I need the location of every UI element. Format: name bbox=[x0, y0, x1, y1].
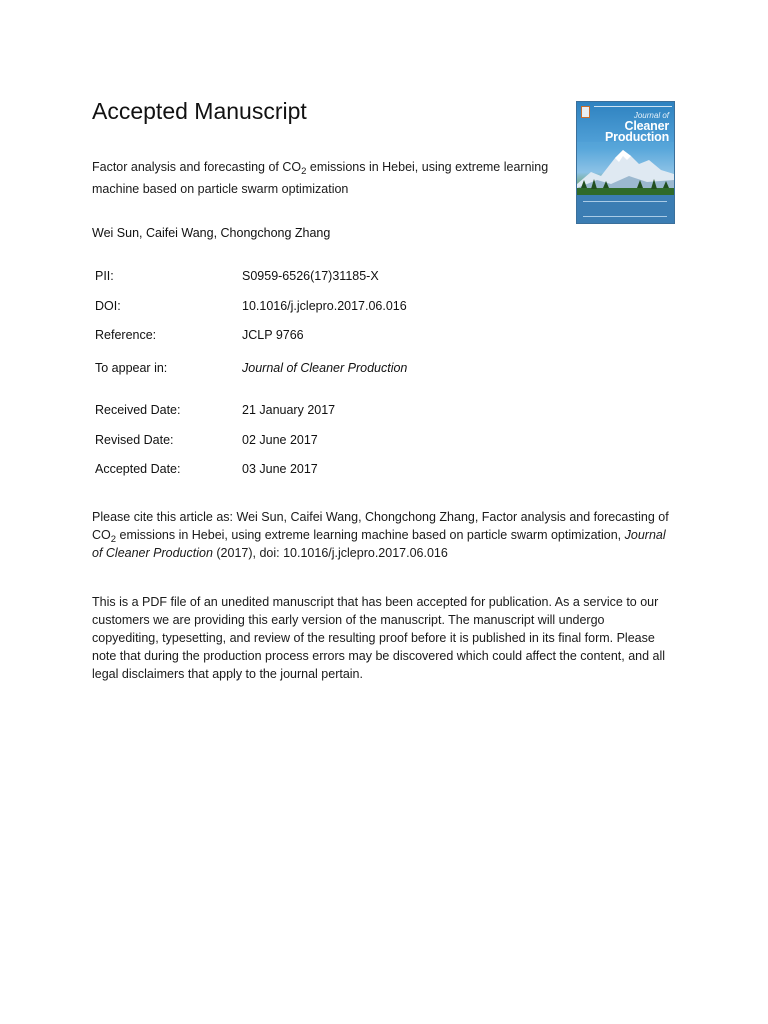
cover-title-line2: Production bbox=[605, 130, 669, 144]
meta-label-accepted: Accepted Date: bbox=[95, 462, 181, 476]
meta-row-revised bbox=[95, 431, 535, 449]
citation-journal: Journal of Cleaner Production bbox=[92, 528, 666, 560]
mountain-landscape-icon bbox=[577, 146, 674, 196]
meta-label-appear-in: To appear in: bbox=[95, 361, 168, 375]
journal-cover-image bbox=[576, 101, 675, 224]
meta-row-accepted bbox=[95, 460, 535, 478]
meta-row-reference bbox=[95, 326, 535, 344]
meta-value-received: 21 January 2017 bbox=[242, 403, 336, 417]
meta-row-appear-in bbox=[95, 359, 535, 377]
meta-value-pii: S0959-6526(17)31185-X bbox=[242, 269, 379, 283]
citation-paragraph bbox=[92, 508, 672, 562]
meta-value-accepted: 03 June 2017 bbox=[242, 462, 318, 476]
meta-label-revised: Revised Date: bbox=[95, 433, 174, 447]
publisher-logo-icon bbox=[581, 106, 590, 118]
meta-row-doi bbox=[95, 297, 535, 315]
meta-row-pii bbox=[95, 267, 535, 285]
article-title bbox=[92, 156, 552, 200]
meta-label-doi: DOI: bbox=[95, 299, 121, 313]
page-title: Accepted Manuscript bbox=[92, 98, 307, 124]
citation-part2: emissions in Hebei, using extreme learning machine based on particle swarm optimization, bbox=[116, 528, 625, 542]
cover-title-line1: Cleaner bbox=[624, 119, 669, 133]
meta-value-journal: Journal of Cleaner Production bbox=[242, 361, 408, 375]
meta-label-pii: PII: bbox=[95, 269, 114, 283]
cover-journal-of: Journal of bbox=[633, 111, 669, 120]
meta-value-doi: 10.1016/j.jclepro.2017.06.016 bbox=[242, 299, 407, 313]
authors: Wei Sun, Caifei Wang, Chongchong Zhang bbox=[92, 226, 331, 240]
disclaimer-paragraph: This is a PDF file of an unedited manuscript that has been accepted for publication. As a service to our customers we are providing this early version of the manuscript. The manuscript will undergo copyediting, typesetting, and review of the resulting proof before it is published in its final form. Please note that during the production process errors may be discovered which could affect the content, and all legal disclaimers that apply to the journal pertain. bbox=[92, 595, 666, 681]
citation-part1: Please cite this article as: Wei Sun, Caifei Wang, Chongchong Zhang, Factor analysis and forecasting of CO bbox=[92, 510, 669, 542]
cover-footer-lines bbox=[583, 201, 667, 217]
article-title-part2: emissions in Hebei, using extreme learning machine based on particle swarm optimization bbox=[92, 160, 549, 196]
citation-part3: (2017), doi: 10.1016/j.jclepro.2017.06.016 bbox=[212, 546, 448, 560]
citation-subscript: 2 bbox=[110, 534, 117, 545]
meta-value-reference: JCLP 9766 bbox=[242, 328, 304, 342]
meta-label-received: Received Date: bbox=[95, 403, 181, 417]
meta-label-reference: Reference: bbox=[95, 328, 157, 342]
article-title-subscript: 2 bbox=[301, 166, 307, 177]
cover-footer-band bbox=[577, 195, 674, 223]
meta-value-revised: 02 June 2017 bbox=[242, 433, 318, 447]
cover-divider bbox=[594, 106, 672, 107]
meta-row-received bbox=[95, 401, 535, 419]
article-title-part1: Factor analysis and forecasting of CO bbox=[92, 160, 302, 174]
